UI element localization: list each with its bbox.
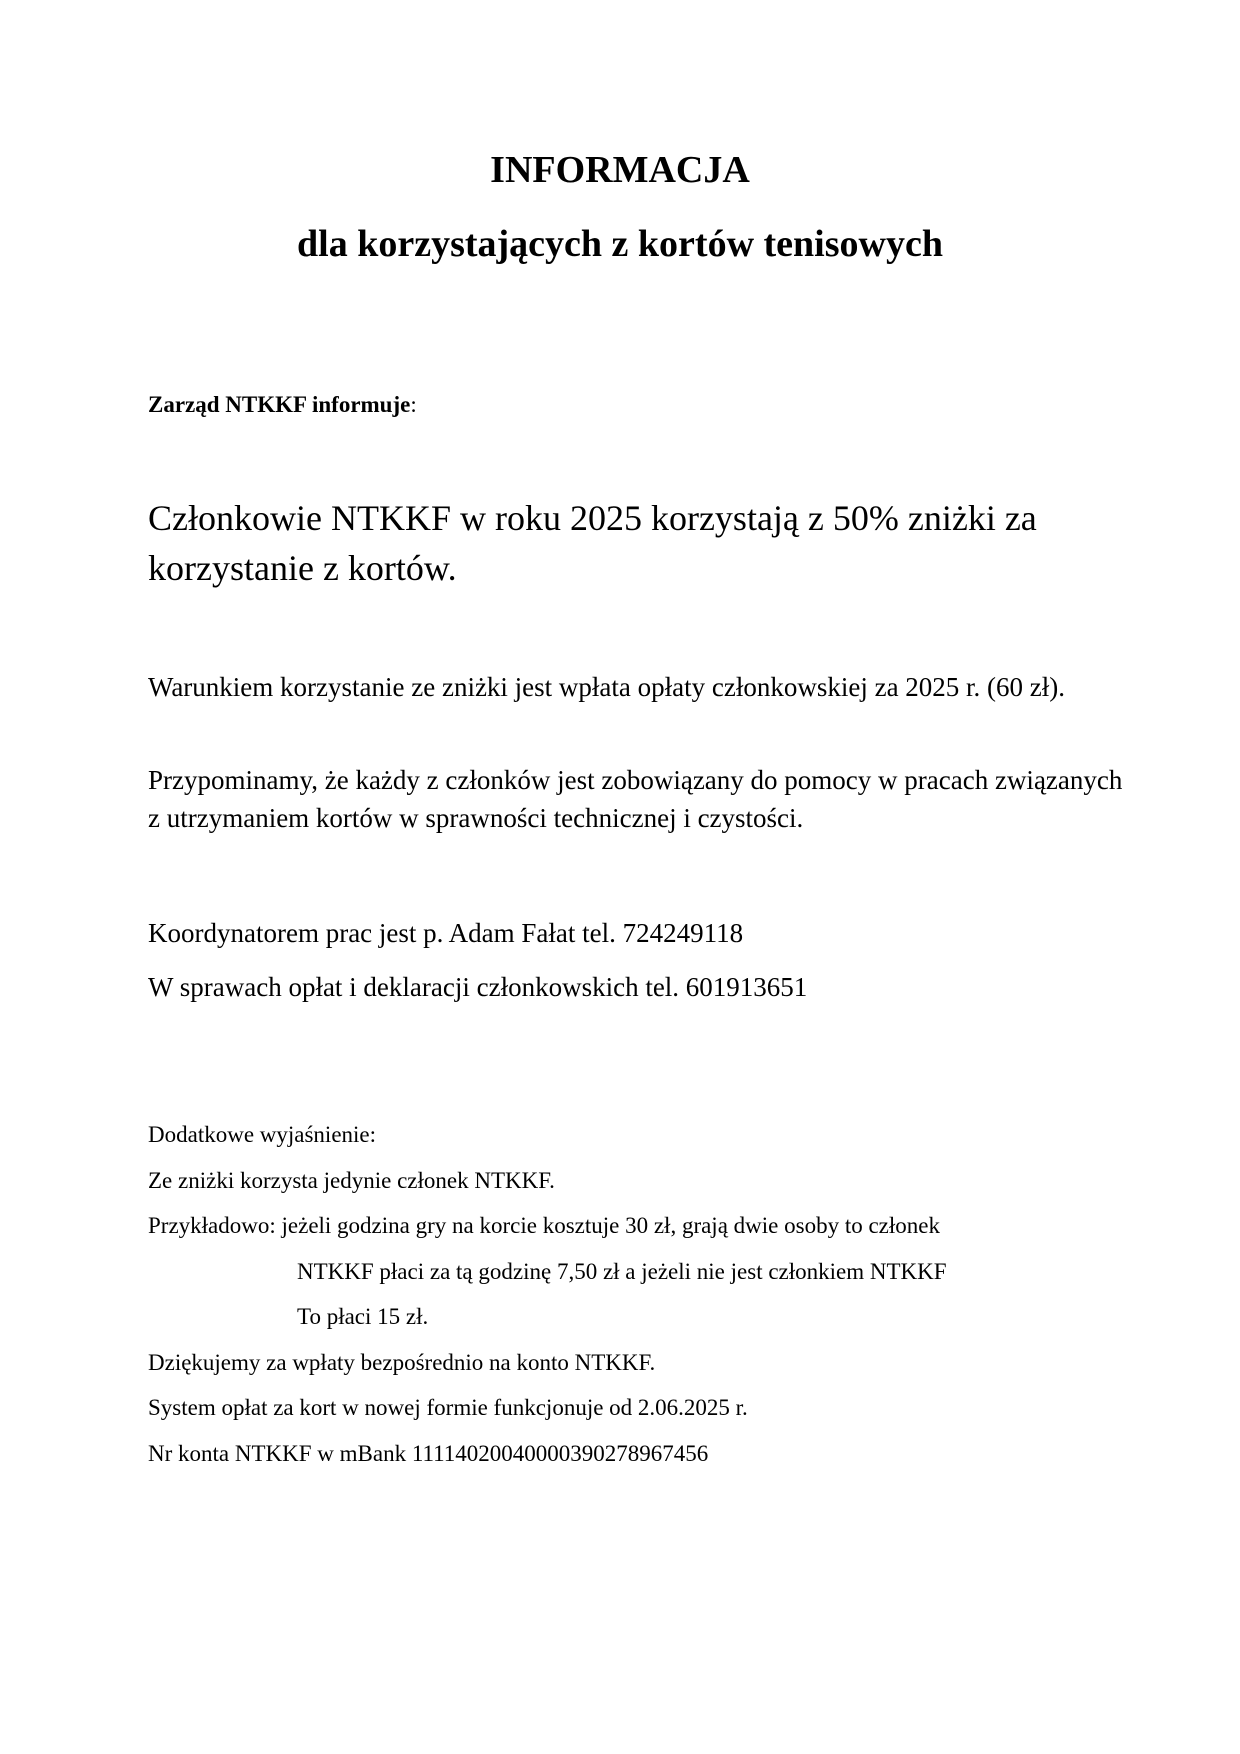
intro-suffix: : bbox=[410, 392, 417, 417]
thanks-line: Dziękujemy za wpłaty bezpośrednio na konto NTKKF. bbox=[148, 1350, 656, 1375]
reminder-paragraph: Przypominamy, że każdy z członków jest zobowiązany do pomocy w pracach związanych z utrzymaniem kortów w sprawności technicznej i czystości. bbox=[148, 765, 1123, 833]
account-number-line: Nr konta NTKKF w mBank 11114020040000390278967456 bbox=[148, 1441, 709, 1466]
example-line-1: Przykładowo: jeżeli godzina gry na korcie kosztuje 30 zł, grają dwie osoby to członek bbox=[148, 1213, 940, 1238]
fees-contact-line: W sprawach opłat i deklaracji członkowskich tel. 601913651 bbox=[148, 972, 808, 1002]
example-line-2: NTKKF płaci za tą godzinę 7,50 zł a jeżeli nie jest członkiem NTKKF bbox=[297, 1259, 947, 1284]
document-subtitle: dla korzystających z kortów tenisowych bbox=[297, 223, 943, 265]
intro-line bbox=[148, 392, 417, 418]
condition-paragraph: Warunkiem korzystanie ze zniżki jest wpłata opłaty członkowskiej za 2025 r. (60 zł). bbox=[148, 672, 1066, 702]
headline-announcement: Członkowie NTKKF w roku 2025 korzystają z 50% zniżki za korzystanie z kortów. bbox=[148, 498, 1037, 588]
example-line-3: To płaci 15 zł. bbox=[297, 1304, 429, 1329]
document-title: INFORMACJA bbox=[490, 149, 750, 191]
only-member-line: Ze zniżki korzysta jedynie członek NTKKF. bbox=[148, 1168, 555, 1193]
system-line: System opłat za kort w nowej formie funkcjonuje od 2.06.2025 r. bbox=[148, 1395, 748, 1420]
coordinator-line: Koordynatorem prac jest p. Adam Fałat tel. 724249118 bbox=[148, 918, 744, 948]
intro-bold-text: Zarząd NTKKF informuje bbox=[148, 392, 411, 417]
extra-heading: Dodatkowe wyjaśnienie: bbox=[148, 1122, 377, 1147]
